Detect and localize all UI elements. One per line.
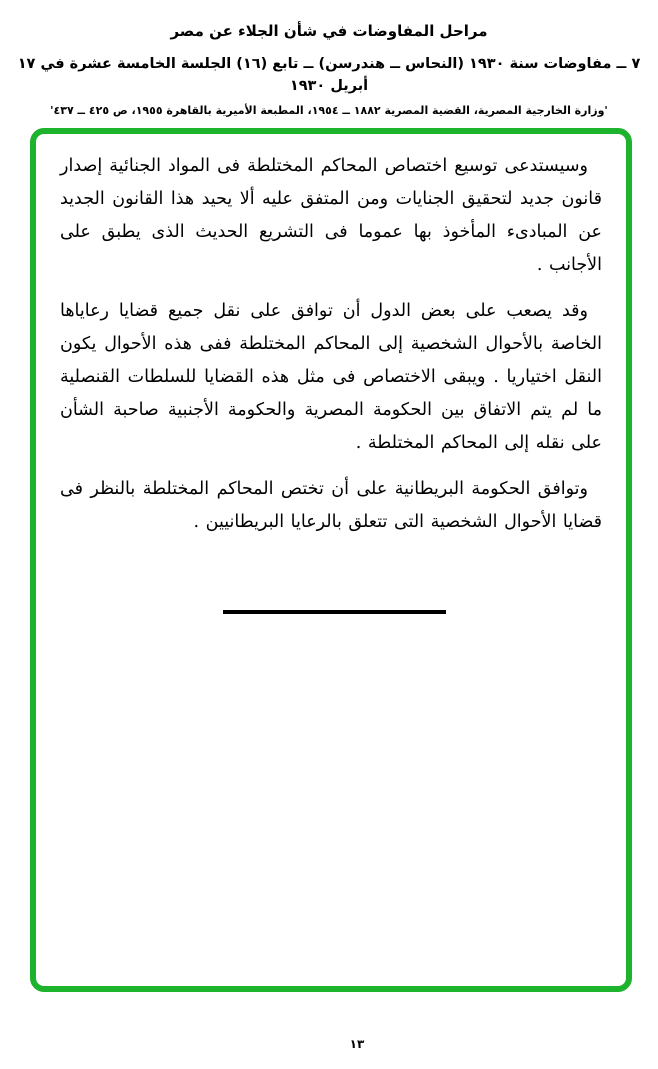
page-header xyxy=(0,20,658,119)
body-paragraph-1: وسيستدعى توسيع اختصاص المحاكم المختلطة فى المواد الجنائية إصدار قانون جديد لتحقيق الجنايات ومن المتفق عليه ألا يحيد هذا القانون الجديد عن المبادىء المأخوذ بها عموما فى التشريع الحديث الذى يطبق على الأجانب . xyxy=(60,156,602,275)
document-body xyxy=(60,150,602,552)
header-title: مراحل المفاوضات في شأن الجلاء عن مصر xyxy=(170,22,488,40)
section-divider-line xyxy=(223,610,446,614)
body-paragraph-2: وقد يصعب على بعض الدول أن توافق على نقل جميع قضايا رعاياها الخاصة بالأحوال الشخصية إلى المحاكم المختلطة ففى هذه الأحوال يكون النقل اختياريا . ويبقى الاختصاص فى مثل هذه القضايا للسلطات القنصلية ما لم يتم الاتفاق بين الحكومة المصرية والحكومة الأجنبية صاحبة الشأن على نقله إلى المحاكم المختلطة . xyxy=(60,301,602,453)
header-source-citation: 'وزارة الخارجية المصرية، القضية المصرية ١٨٨٢ ــ ١٩٥٤، المطبعة الأميرية بالقاهرة ١٩٥٥، ص ٤٢٥ ــ ٤٣٧' xyxy=(50,104,608,117)
page-number: ١٣ xyxy=(349,1037,365,1051)
page-footer xyxy=(0,1033,658,1052)
body-paragraph-3: وتوافق الحكومة البريطانية على أن تختص المحاكم المختلطة بالنظر فى قضايا الأحوال الشخصية التى تتعلق بالرعايا البريطانيين . xyxy=(60,479,602,532)
header-subtitle: ٧ ــ مفاوضات سنة ١٩٣٠ (النحاس ــ هندرسن) ــ تابع (١٦) الجلسة الخامسة عشرة في ١٧ أبريل ١٩٣٠ xyxy=(17,56,641,94)
document-frame xyxy=(30,128,632,992)
